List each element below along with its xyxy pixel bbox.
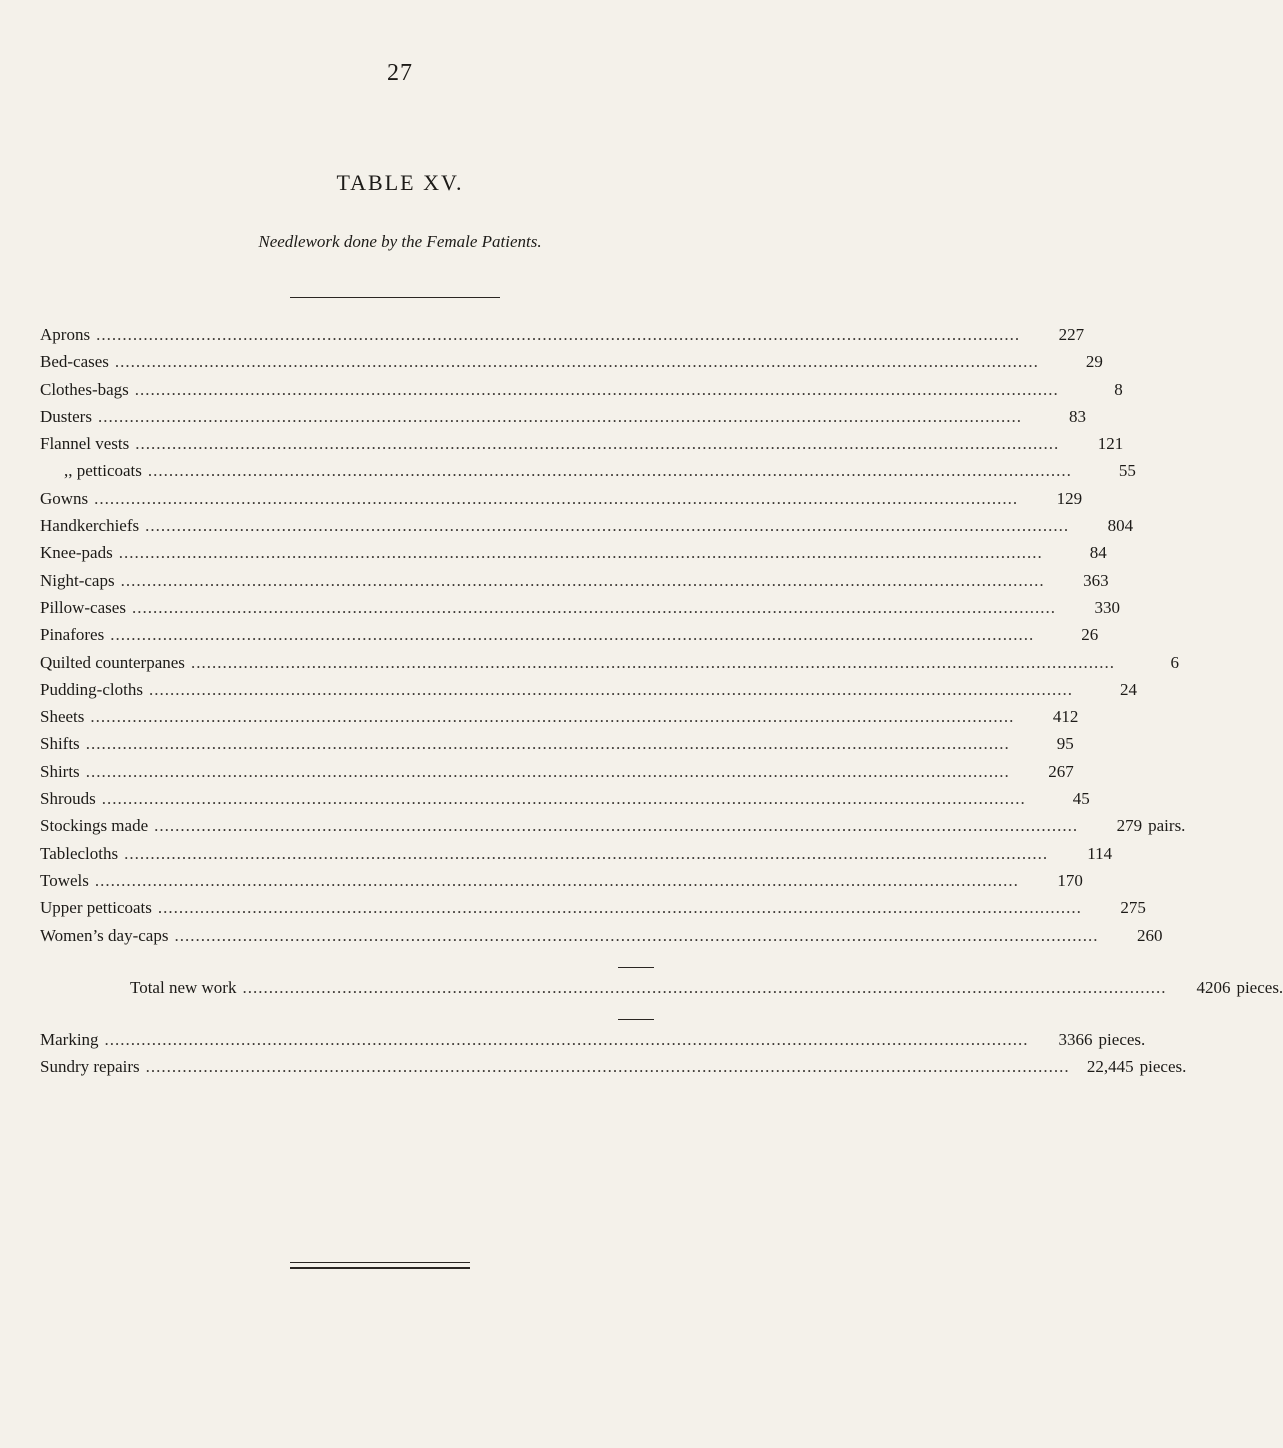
item-label: Shifts (40, 734, 80, 754)
other-work-list (40, 1030, 1187, 1085)
end-rule (290, 1262, 470, 1269)
item-value: 24 (1119, 679, 1137, 699)
dot-leader (95, 871, 1019, 891)
dot-leader (191, 653, 1115, 673)
table-row (40, 870, 1083, 898)
dot-leader (148, 461, 1072, 481)
item-value: 83 (1068, 406, 1086, 426)
dot-leader (98, 407, 1022, 427)
total-unit: pieces. (1236, 977, 1283, 997)
item-label: Dusters (40, 406, 92, 426)
dot-leader (146, 1057, 1070, 1077)
item-label: Pillow-cases (40, 597, 126, 617)
item-label: Pudding-cloths (40, 679, 143, 699)
item-label: Aprons (40, 325, 91, 344)
item-list (40, 325, 1186, 953)
dot-leader (135, 380, 1059, 400)
dot-leader (124, 844, 1048, 864)
table-row (40, 843, 1113, 871)
table-row (40, 543, 1107, 570)
item-value: 95 (1056, 734, 1074, 754)
dot-leader (115, 352, 1039, 372)
dot-leader (96, 325, 1020, 345)
table-row (40, 761, 1074, 789)
item-value: 260 (1136, 925, 1163, 945)
item-value: 275 (1120, 898, 1146, 918)
dot-leader (158, 898, 1082, 918)
item-label: Stockings made (40, 816, 149, 836)
table-row (40, 925, 1163, 953)
item-value: 227 (1058, 325, 1085, 344)
dot-leader (242, 978, 1166, 998)
dot-leader (121, 571, 1045, 591)
item-label: Upper petticoats (40, 898, 152, 918)
item-value: 267 (1048, 761, 1074, 781)
dot-leader (132, 598, 1056, 618)
item-value: 45 (1072, 789, 1090, 809)
dot-leader (119, 543, 1043, 563)
table-row (40, 488, 1083, 516)
table-row (40, 898, 1146, 925)
dot-leader (94, 489, 1018, 509)
title-divider (290, 297, 500, 298)
item-label: Flannel vests (40, 434, 130, 454)
dot-leader (135, 434, 1059, 454)
item-value: 330 (1094, 597, 1120, 617)
item-value: 26 (1081, 625, 1099, 645)
dot-leader (174, 926, 1098, 946)
item-value: 129 (1056, 488, 1083, 508)
item-label: Knee-pads (40, 543, 113, 563)
item-label: Shirts (40, 761, 80, 781)
table-row (40, 570, 1109, 598)
dot-leader (86, 762, 1010, 782)
table-subtitle: Needlework done by the Female Patients. (258, 232, 542, 251)
table-row (40, 516, 1134, 543)
table-row (40, 1030, 1146, 1057)
page-number: 27 (387, 60, 413, 86)
item-label: Gowns (40, 488, 89, 508)
table-row (40, 707, 1079, 734)
dot-leader (145, 516, 1069, 536)
item-label: Handkerchiefs (40, 516, 140, 536)
dot-leader (105, 1030, 1029, 1050)
item-label: Marking (40, 1030, 99, 1050)
dot-leader (86, 734, 1010, 754)
table-row (40, 406, 1086, 434)
item-unit: pieces. (1098, 1030, 1146, 1050)
item-value: 8 (1114, 379, 1123, 399)
item-label: Women’s day-caps (40, 925, 169, 945)
item-value: 363 (1083, 570, 1109, 590)
table-row (40, 597, 1120, 625)
item-label: Night-caps (40, 570, 115, 590)
table-row (40, 434, 1124, 461)
total-value: 4206 (1196, 977, 1231, 997)
item-value: 3366 (1058, 1030, 1093, 1050)
item-label: ,, petticoats (64, 461, 142, 481)
item-unit: pairs. (1148, 816, 1186, 836)
dot-leader (149, 680, 1073, 700)
item-label: Tablecloths (40, 843, 119, 863)
dot-leader (110, 625, 1034, 645)
item-label: Quilted counterpanes (40, 652, 185, 672)
item-value: 22,445 (1086, 1057, 1134, 1077)
table-row (40, 816, 1186, 843)
item-value: 804 (1107, 516, 1134, 536)
item-value: 412 (1052, 707, 1079, 727)
item-value: 170 (1057, 870, 1083, 890)
dot-leader (154, 816, 1078, 836)
sum-rule (618, 967, 654, 968)
table-row (40, 379, 1123, 407)
table-row (40, 325, 1085, 352)
table-row (40, 461, 1136, 488)
sum-rule (618, 1019, 654, 1020)
item-value: 84 (1089, 543, 1107, 563)
item-label: Pinafores (40, 625, 105, 645)
item-label: Sundry repairs (40, 1057, 140, 1077)
table-title: TABLE XV. (336, 170, 464, 195)
total-label: Total new work (130, 977, 237, 997)
item-label: Clothes-bags (40, 379, 129, 399)
table-row (40, 625, 1099, 652)
item-value: 121 (1097, 434, 1124, 454)
table-row (40, 652, 1179, 680)
dot-leader (90, 707, 1014, 727)
table-row (40, 734, 1074, 761)
item-unit: pieces. (1139, 1057, 1187, 1077)
item-label: Bed-cases (40, 352, 109, 372)
table-row (40, 789, 1090, 816)
table-row (40, 679, 1137, 707)
item-value: 279 (1116, 816, 1143, 836)
item-label: Sheets (40, 707, 85, 727)
item-value: 29 (1085, 352, 1103, 372)
table-row (40, 352, 1103, 379)
item-value: 6 (1170, 652, 1179, 672)
table-row (40, 1057, 1187, 1084)
item-label: Shrouds (40, 789, 96, 809)
item-value: 114 (1087, 843, 1113, 863)
needlework-table (40, 325, 1283, 1085)
total-row (40, 977, 1283, 1005)
item-value: 55 (1118, 461, 1136, 481)
item-label: Towels (40, 870, 89, 890)
dot-leader (102, 789, 1026, 809)
